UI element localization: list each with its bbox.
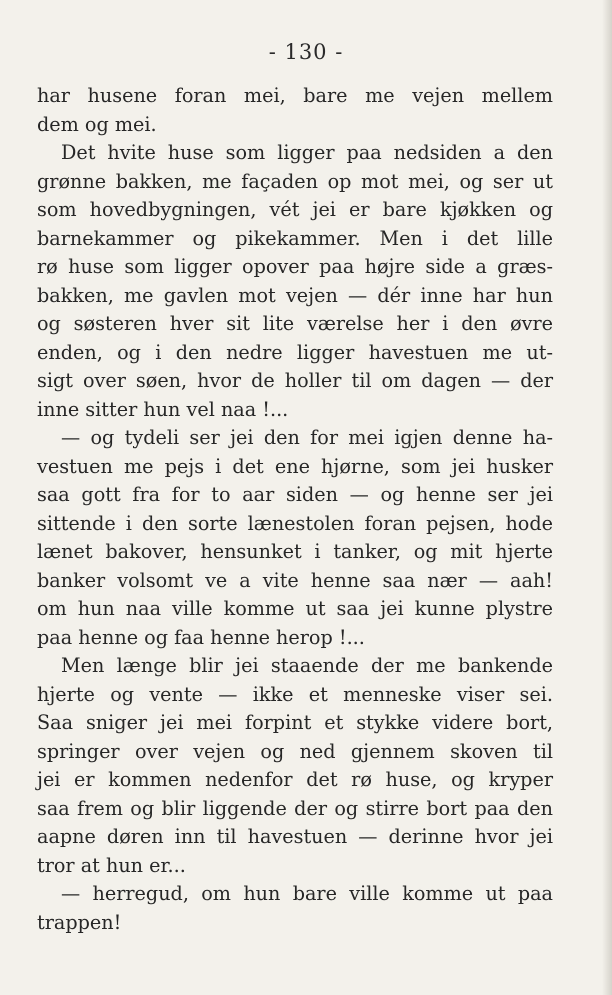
text-line: — og tydeli ser jei den for mei igjen denne ha- — [61, 426, 553, 449]
text-line: trappen! — [37, 910, 122, 934]
text-line: barnekammer og pikekammer. Men i det lille — [37, 226, 553, 250]
text-line: bakken, me gavlen mot vejen — dér inne har hun — [37, 283, 553, 307]
text-line: og søsteren hver sit lite værelse her i den øvre — [37, 312, 553, 335]
text-line: aapne døren inn til havestuen — derinne hvor jei — [37, 825, 553, 848]
text-line: enden, og i den nedre ligger havestuen me ut- — [37, 340, 553, 364]
text-line: som hovedbygningen, vét jei er bare kjøkken og — [37, 198, 553, 221]
text-line: dem og mei. — [37, 112, 157, 136]
text-line: springer over vejen og ned gjennem skoven til — [37, 739, 553, 763]
text-line: saa gott fra for to aar siden — og henne ser jei — [37, 483, 553, 506]
text-line: hjerte og vente — ikke et menneske viser sei. — [37, 682, 553, 706]
text-line: om hun naa ville komme ut saa jei kunne plystre — [37, 597, 553, 620]
text-line: Saa sniger jei mei forpint et stykke videre bort, — [37, 711, 553, 734]
text-line: jei er kommen nedenfor det rø huse, og kryper — [37, 768, 553, 791]
text-line: tror at hun er... — [37, 853, 186, 877]
text-line: Det hvite huse som ligger paa nedsiden a den — [61, 141, 553, 164]
text-line: Men længe blir jei staaende der me bankende — [61, 654, 553, 677]
page-edge-shadow — [602, 0, 612, 995]
text-line: lænet bakover, hensunket i tanker, og mit hjerte — [37, 540, 553, 563]
text-line: rø huse som ligger opover paa højre side a græs- — [37, 255, 553, 278]
text-line: — herregud, om hun bare ville komme ut paa — [61, 882, 553, 905]
text-line: banker volsomt ve a vite henne saa nær — aah! — [37, 568, 553, 592]
page-number: - 130 - — [268, 40, 344, 64]
text-line: sigt over søen, hvor de holler til om dagen — der — [37, 369, 553, 392]
text-line: inne sitter hun vel naa !... — [37, 397, 289, 421]
text-line: har husene foran mei, bare me vejen mellem — [37, 84, 553, 107]
text-line: sittende i den sorte lænestolen foran pejsen, hode — [37, 511, 553, 535]
text-line: saa frem og blir liggende der og stirre bort paa den — [37, 796, 553, 820]
text-line: grønne bakken, me façaden op mot mei, og ser ut — [37, 169, 553, 193]
text-line: paa henne og faa henne herop !... — [37, 625, 365, 649]
text-line: vestuen me pejs i det ene hjørne, som jei husker — [37, 454, 553, 478]
body-text — [37, 82, 553, 937]
